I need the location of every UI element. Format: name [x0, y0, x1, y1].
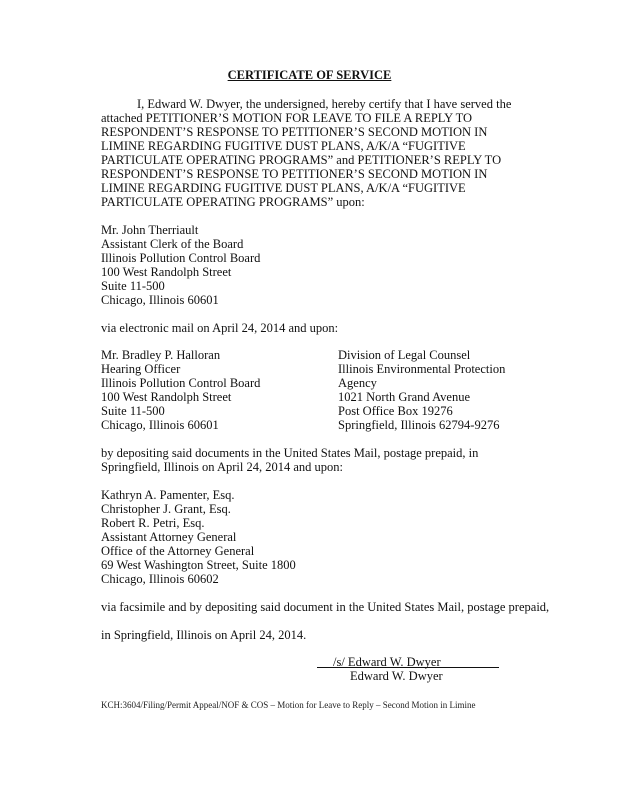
address-line: Kathryn A. Pamenter, Esq.: [101, 488, 235, 502]
address-line: 1021 North Grand Avenue: [338, 390, 471, 404]
recipient-hearing-officer-address: [101, 348, 260, 432]
address-line: Suite 11-500: [101, 279, 165, 293]
address-line: Chicago, Illinois 60602: [101, 572, 219, 586]
address-line: Office of the Attorney General: [101, 544, 255, 558]
address-line: Assistant Clerk of the Board: [101, 237, 244, 251]
address-line: 69 West Washington Street, Suite 1800: [101, 558, 296, 572]
address-line: Suite 11-500: [101, 404, 165, 418]
address-line: 100 West Randolph Street: [101, 265, 232, 279]
address-line: Assistant Attorney General: [101, 530, 237, 544]
address-line: Illinois Pollution Control Board: [101, 376, 261, 390]
address-line: Chicago, Illinois 60601: [101, 418, 219, 432]
service-method-electronic: via electronic mail on April 24, 2014 and upon:: [101, 321, 339, 335]
address-line: Division of Legal Counsel: [338, 348, 471, 362]
certification-paragraph: I, Edward W. Dwyer, the undersigned, hereby certify that I have served the attached PETITIONER’S MOTION FOR LEAVE TO FILE A REPLY TO RESPONDENT’S RESPONSE TO PETITIONER’S SECOND MOTION IN LIMINE REGARDING FUGITIVE DUST PLANS, A/K/A “FUGITIVE PARTICULATE OPERATING PROGRAMS” and PETITIONER’S REPLY TO RESPONDENT’S RESPONSE TO PETITIONER’S SECOND MOTION IN LIMINE REGARDING FUGITIVE DUST PLANS, A/K/A “FUGITIVE PARTICULATE OPERATING PROGRAMS” upon:: [101, 97, 512, 209]
address-line: Hearing Officer: [101, 362, 181, 376]
recipient-attorney-general-address: [101, 488, 296, 586]
address-line: Post Office Box 19276: [338, 404, 453, 418]
signatory-name: Edward W. Dwyer: [350, 669, 443, 683]
address-line: 100 West Randolph Street: [101, 390, 232, 404]
address-line: Christopher J. Grant, Esq.: [101, 502, 231, 516]
address-line: Robert R. Petri, Esq.: [101, 516, 205, 530]
electronic-signature: /s/ Edward W. Dwyer: [333, 655, 441, 669]
address-line: Illinois Environmental Protection: [338, 362, 506, 376]
service-method-mail: by depositing said documents in the United States Mail, postage prepaid, in Springfield, Illinois on April 24, 2014 and upon:: [101, 446, 479, 474]
service-method-facsimile: via facsimile and by depositing said document in the United States Mail, postage prepaid,: [101, 600, 550, 614]
recipient-clerk-address: [101, 223, 260, 307]
address-line: Mr. Bradley P. Halloran: [101, 348, 221, 362]
service-place-date: in Springfield, Illinois on April 24, 2014.: [101, 628, 307, 642]
document-title: CERTIFICATE OF SERVICE: [227, 68, 392, 82]
recipient-legal-counsel-address: [338, 348, 505, 432]
address-line: Illinois Pollution Control Board: [101, 251, 261, 265]
address-line: Mr. John Therriault: [101, 223, 199, 237]
address-line: Chicago, Illinois 60601: [101, 293, 219, 307]
address-line: Agency: [338, 376, 377, 390]
signature-line: [317, 667, 499, 668]
document-footer: KCH:3604/Filing/Permit Appeal/NOF & COS – Motion for Leave to Reply – Second Motion in Limine: [101, 700, 476, 710]
address-line: Springfield, Illinois 62794-9276: [338, 418, 500, 432]
